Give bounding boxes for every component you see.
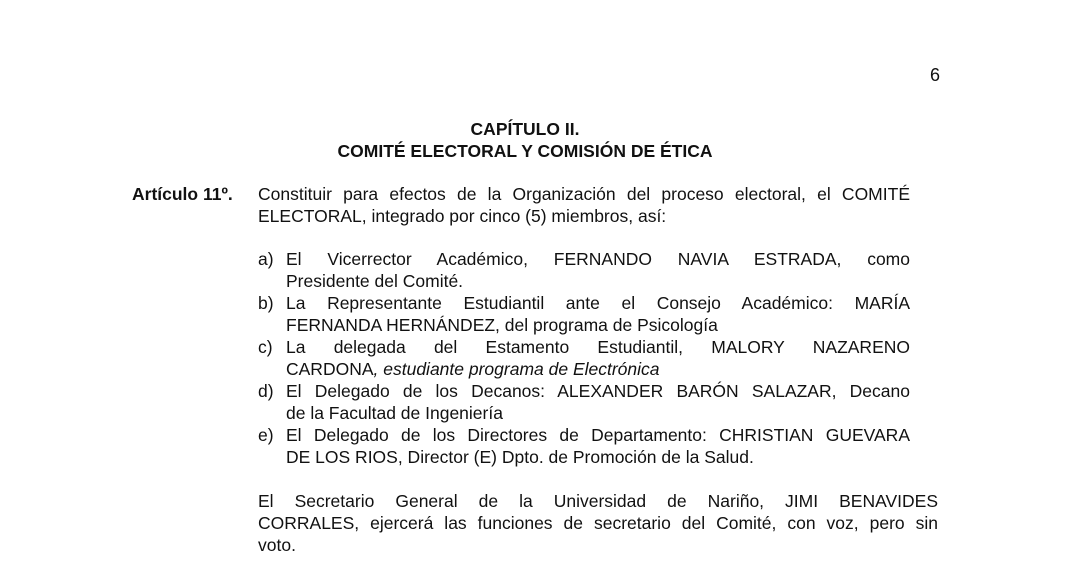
list-item [258, 248, 910, 292]
list-item [258, 424, 910, 468]
list-item [258, 380, 910, 424]
list-item-line [286, 358, 910, 380]
closing-line: El Secretario General de la Universidad de Nariño, JIMI BENAVIDES [258, 491, 938, 511]
list-item-marker: a) [258, 249, 274, 269]
closing-line: voto. [258, 535, 296, 555]
committee-members-list [258, 248, 910, 468]
closing-line: CORRALES, ejercerá las funciones de secretario del Comité, con voz, pero sin [258, 513, 938, 533]
list-item-line: de la Facultad de Ingeniería [286, 403, 503, 423]
article-line: Constituir para efectos de la Organización del proceso electoral, el COMITÉ [258, 184, 910, 204]
list-item-line: DE LOS RIOS, Director (E) Dpto. de Promoción de la Salud. [286, 447, 754, 467]
list-item-marker: e) [258, 425, 274, 445]
list-item-line: FERNANDA HERNÁNDEZ, del programa de Psicología [286, 315, 718, 335]
chapter-subtitle: COMITÉ ELECTORAL Y COMISIÓN DE ÉTICA [337, 141, 713, 161]
list-item-italic-text: , estudiante programa de Electrónica [373, 359, 660, 379]
list-item-line: La delegada del Estamento Estudiantil, MALORY NAZARENO [286, 337, 910, 357]
article-line: ELECTORAL, integrado por cinco (5) miembros, así: [258, 206, 667, 226]
list-item-line: El Delegado de los Directores de Departamento: CHRISTIAN GUEVARA [286, 425, 910, 445]
list-item-line: El Delegado de los Decanos: ALEXANDER BARÓN SALAZAR, Decano [286, 381, 910, 401]
article-label: Artículo 11º. [132, 184, 233, 204]
chapter-title: CAPÍTULO II. [470, 119, 580, 139]
page-number: 6 [929, 65, 940, 85]
article-body [258, 183, 910, 227]
list-item-marker: d) [258, 381, 274, 401]
list-item-text: CARDONA [286, 359, 374, 379]
list-item-marker: c) [258, 337, 273, 357]
list-item-line: Presidente del Comité. [286, 271, 464, 291]
list-item [258, 336, 910, 380]
list-item [258, 292, 910, 336]
list-item-line: El Vicerrector Académico, FERNANDO NAVIA ESTRADA, como [286, 249, 910, 269]
chapter-heading [0, 118, 1050, 162]
list-item-line: La Representante Estudiantil ante el Consejo Académico: MARÍA [286, 293, 910, 313]
closing-paragraph [258, 490, 938, 556]
list-item-marker: b) [258, 293, 274, 313]
